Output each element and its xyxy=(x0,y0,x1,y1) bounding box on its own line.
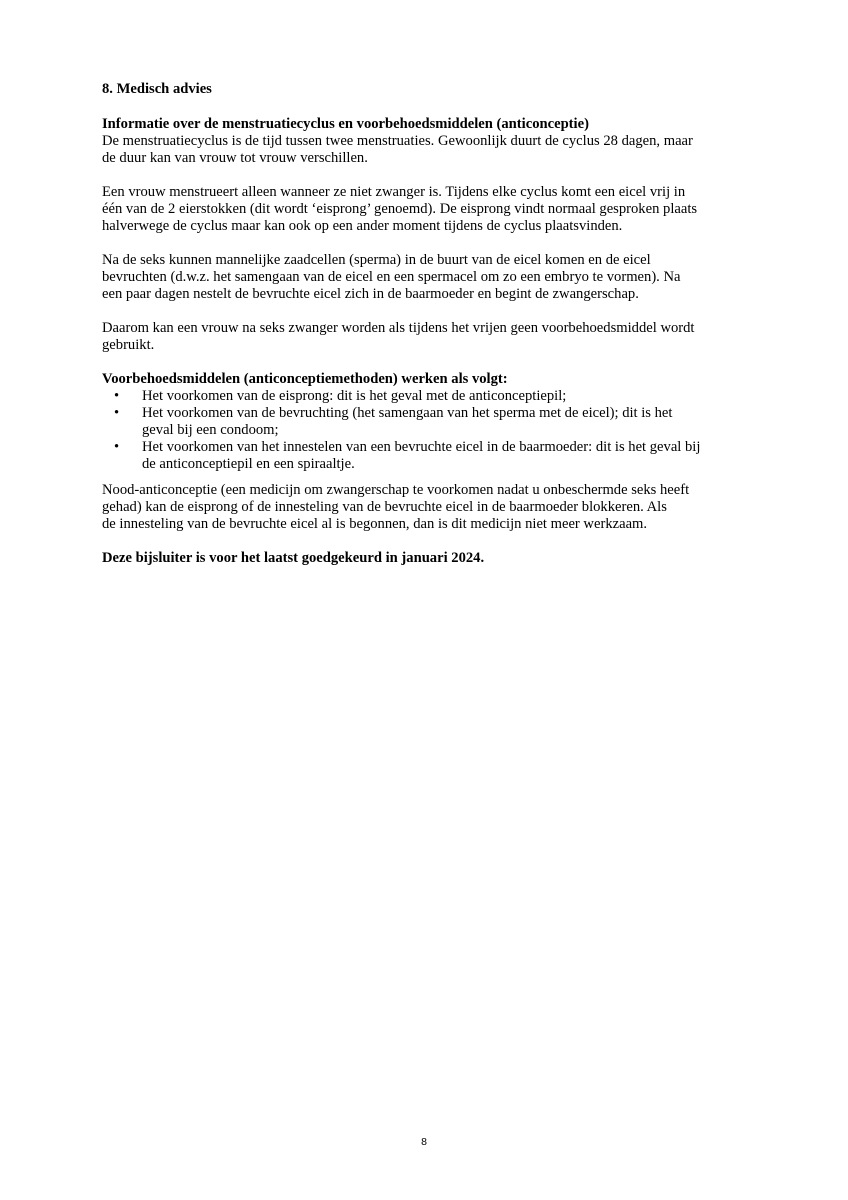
list-item xyxy=(102,405,752,439)
list-item-line: de anticonceptiepil en een spiraaltje. xyxy=(142,456,355,472)
list-item-line: Het voorkomen van de bevruchting (het samengaan van het sperma met de eicel); dit is het xyxy=(142,405,673,421)
document-body xyxy=(102,81,752,567)
paragraph-line: een paar dagen nestelt de bevruchte eicel zich in de baarmoeder en begint de zwangerschap. xyxy=(102,286,639,302)
list-item xyxy=(102,388,752,405)
emergency-contraception-paragraph xyxy=(102,482,752,533)
bullet-icon: • xyxy=(114,388,120,404)
bullet-icon: • xyxy=(114,405,120,421)
paragraph-line: Een vrouw menstrueert alleen wanneer ze niet zwanger is. Tijdens elke cyclus komt een eicel vrij in xyxy=(102,184,686,200)
paragraph-line: één van de 2 eierstokken (dit wordt ‘eisprong’ genoemd). De eisprong vindt normaal gesproken plaats xyxy=(102,201,698,217)
paragraph-line: de innesteling van de bevruchte eicel al is begonnen, dan is dit medicijn niet meer werkzaam. xyxy=(102,516,648,532)
list-item xyxy=(102,439,752,473)
section-title: 8. Medisch advies xyxy=(102,81,212,97)
paragraph-line: Nood-anticonceptie (een medicijn om zwangerschap te voorkomen nadat u onbeschermde seks heeft xyxy=(102,482,690,498)
methods-heading: Voorbehoedsmiddelen (anticonceptiemethoden) werken als volgt: xyxy=(102,371,508,387)
paragraph-line: Na de seks kunnen mannelijke zaadcellen (sperma) in de buurt van de eicel komen en de eicel xyxy=(102,252,651,268)
pregnancy-paragraph xyxy=(102,320,752,354)
list-item-line: Het voorkomen van de eisprong: dit is het geval met de anticonceptiepil; xyxy=(142,388,567,404)
intro-line: De menstruatiecyclus is de tijd tussen twee menstruaties. Gewoonlijk duurt de cyclus 28 dagen, maar xyxy=(102,133,693,149)
paragraph-line: halverwege de cyclus maar kan ook op een ander moment tijdens de cyclus plaatsvinden. xyxy=(102,218,623,234)
list-item-line: Het voorkomen van het innestelen van een bevruchte eicel in de baarmoeder: dit is het geval bij xyxy=(142,439,701,455)
ovulation-paragraph xyxy=(102,184,752,235)
paragraph-line: bevruchten (d.w.z. het samengaan van de eicel en een spermacel om zo een embryo te vormen). Na xyxy=(102,269,681,285)
intro-paragraph xyxy=(102,133,752,167)
list-item-line: geval bij een condoom; xyxy=(142,422,279,438)
bullet-icon: • xyxy=(114,439,120,455)
intro-line: de duur kan van vrouw tot vrouw verschillen. xyxy=(102,150,368,166)
subheading-menstrual-cycle: Informatie over de menstruatiecyclus en voorbehoedsmiddelen (anticonceptie) xyxy=(102,116,589,132)
methods-list xyxy=(102,388,752,473)
page-number: 8 xyxy=(421,1136,427,1148)
paragraph-line: gebruikt. xyxy=(102,337,155,353)
paragraph-line: gehad) kan de eisprong of de innesteling van de bevruchte eicel in de baarmoeder blokkeren. Als xyxy=(102,499,667,515)
paragraph-line: Daarom kan een vrouw na seks zwanger worden als tijdens het vrijen geen voorbehoedsmiddel wordt xyxy=(102,320,695,336)
approval-note: Deze bijsluiter is voor het laatst goedgekeurd in januari 2024. xyxy=(102,550,485,566)
fertilization-paragraph xyxy=(102,252,752,303)
